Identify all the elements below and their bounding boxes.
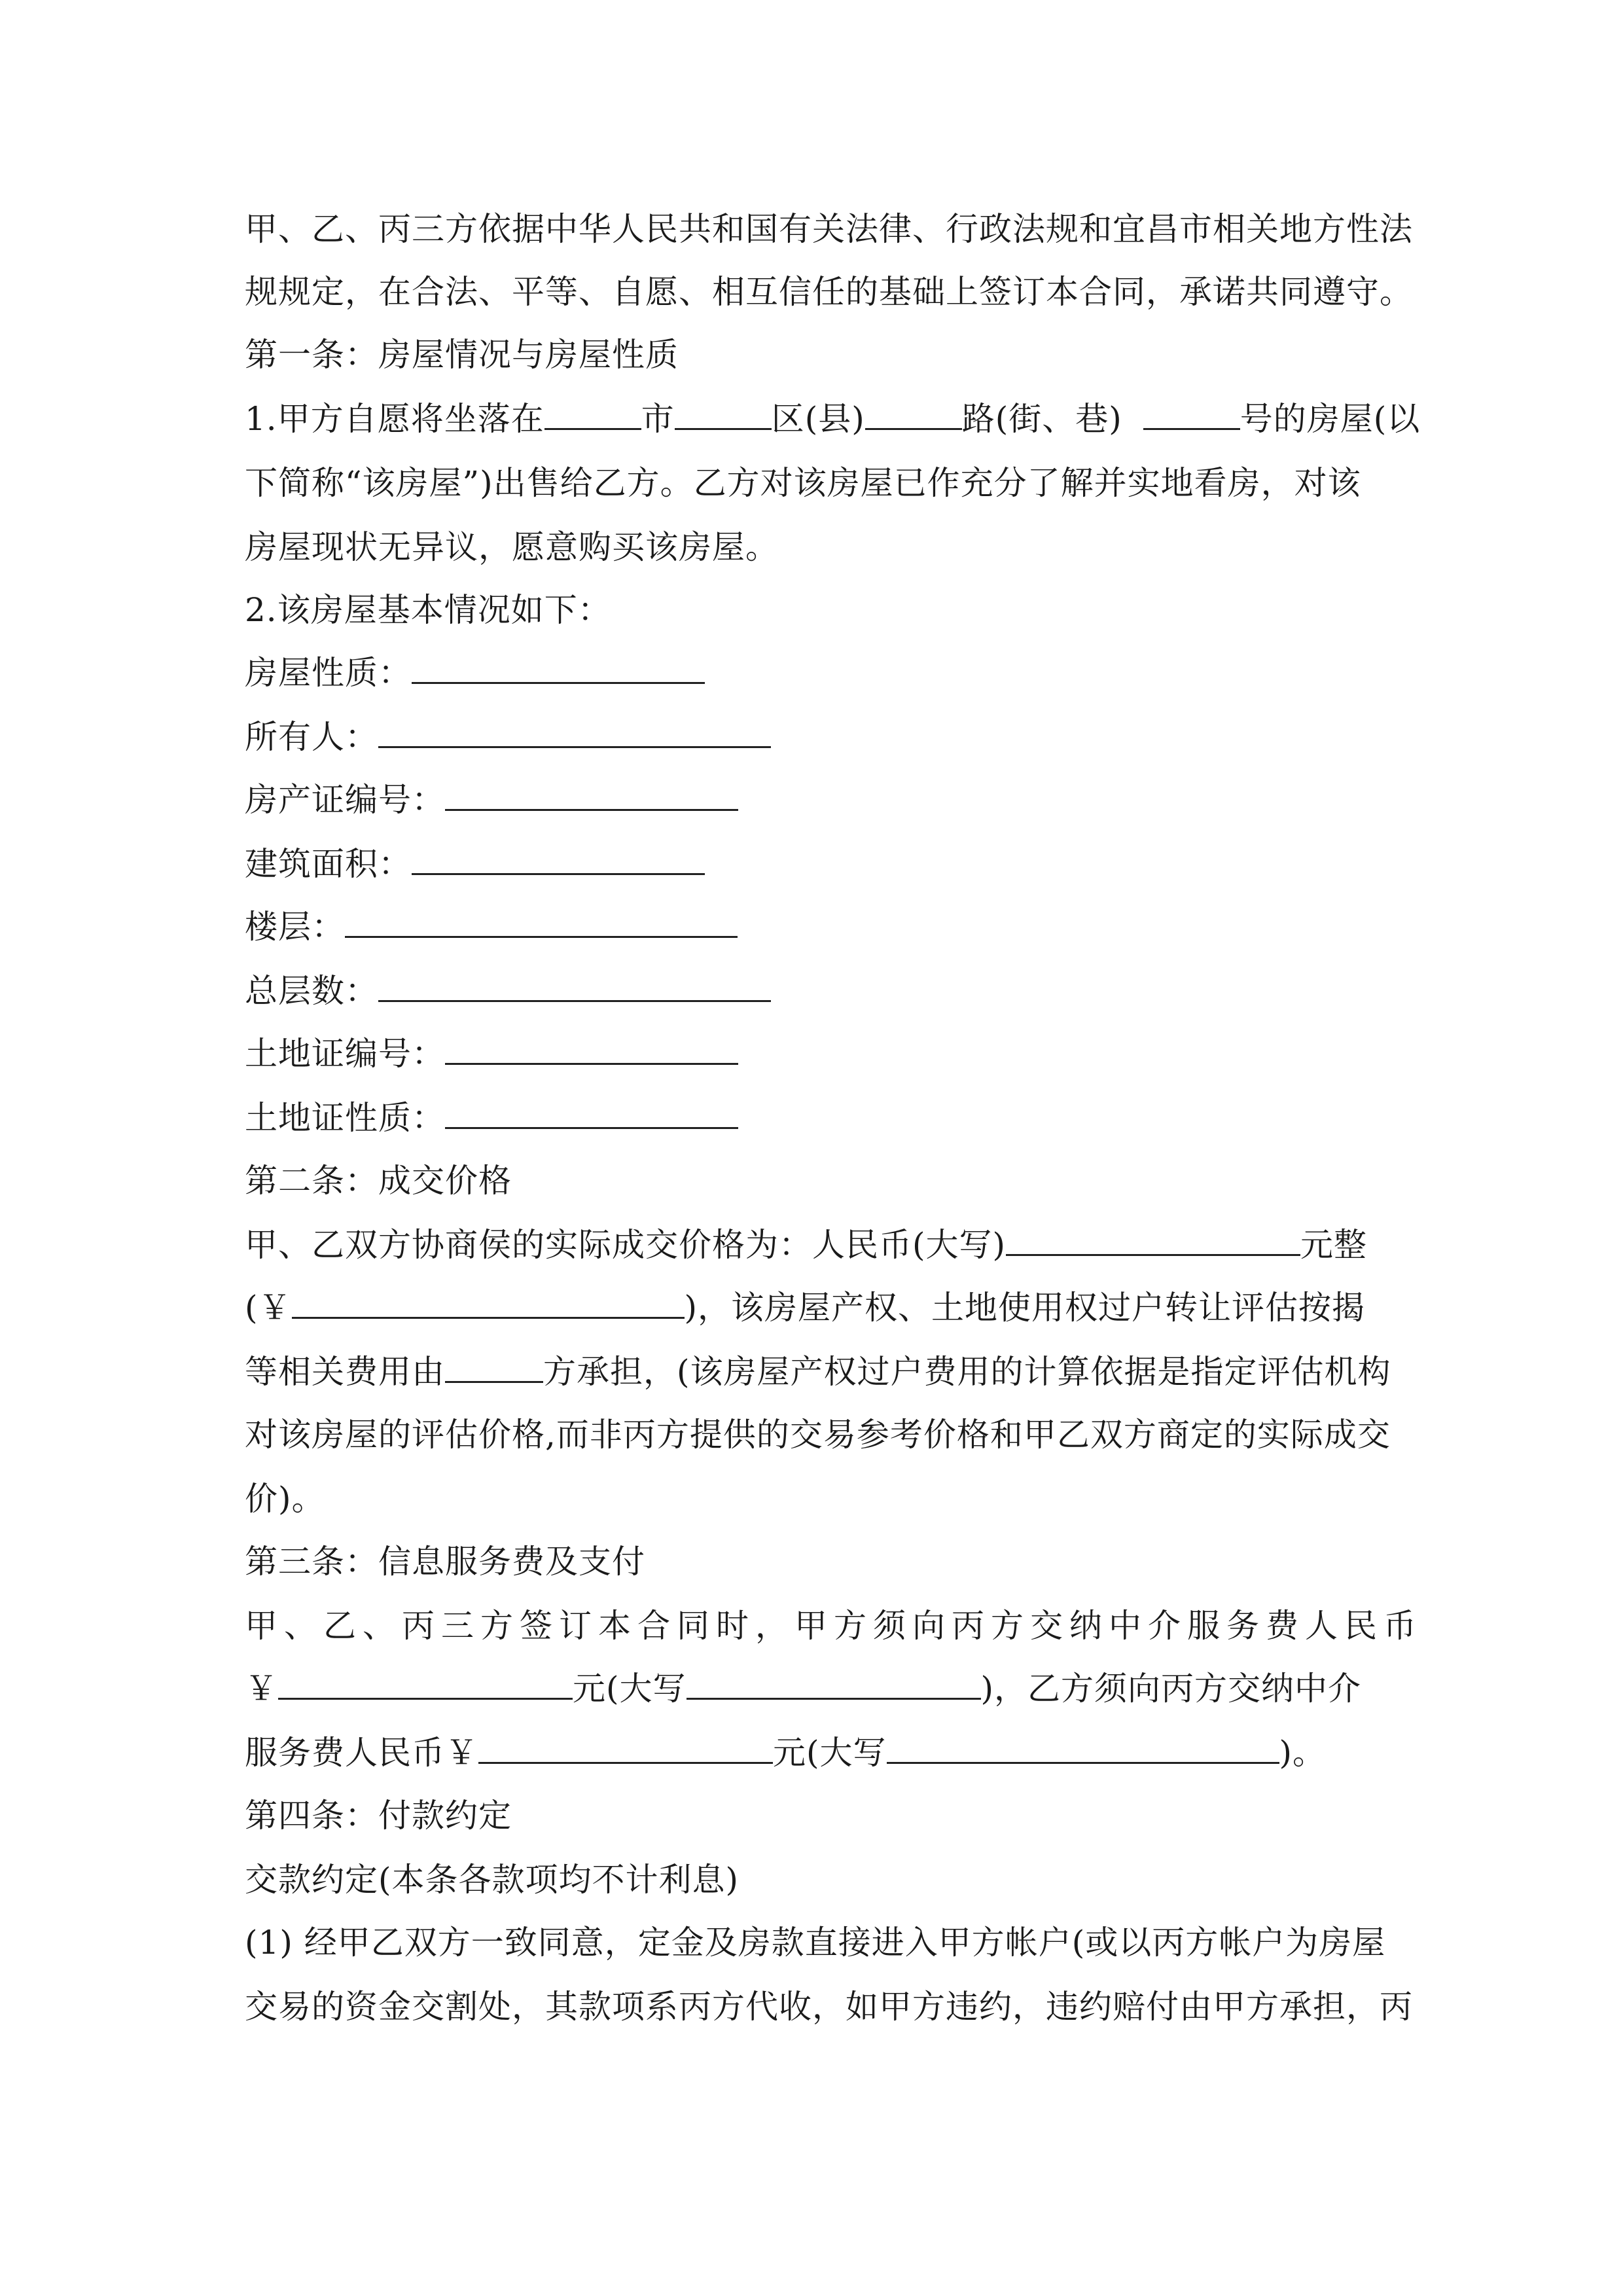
city-blank[interactable] <box>544 399 641 430</box>
area-label: 建筑面积： <box>245 845 412 883</box>
article-2-line-2-text: )，该房屋产权、土地使用权过户转让评估按揭 <box>684 1289 1366 1327</box>
owner-blank[interactable] <box>378 717 771 748</box>
seller-fee-blank[interactable] <box>278 1669 573 1700</box>
article-1-p1-line-3 <box>245 528 779 567</box>
field-land-cert-nature <box>245 1098 738 1138</box>
field-land-cert-no <box>245 1034 738 1073</box>
intro-line-1-text: 甲、乙、丙三方依据中华人民共和国有关法律、行政法规和宜昌市相关地方性法 <box>245 210 1413 248</box>
seller-fee-upper-label: 元(大写 <box>573 1670 687 1708</box>
article-2-line-5-text: 价)。 <box>245 1480 325 1518</box>
seller-fee-upper-blank[interactable] <box>687 1669 981 1700</box>
house-number-label: 号的房屋(以 <box>1240 400 1421 438</box>
article-4-p1-line-2-text: 交易的资金交割处，其款项系丙方代收，如甲方违约，违约赔付由甲方承担，丙 <box>245 1988 1413 2026</box>
field-cert-no <box>245 780 738 819</box>
owner-label: 所有人： <box>245 718 378 756</box>
price-number-prefix: (￥ <box>245 1289 292 1327</box>
article-4-p1-line-2 <box>245 1987 1413 2026</box>
article-3-line-3 <box>245 1733 1326 1772</box>
buyer-fee-upper-label: 元(大写 <box>773 1734 887 1772</box>
house-nature-blank[interactable] <box>412 653 705 684</box>
area-blank[interactable] <box>412 844 705 875</box>
cert-no-label: 房产证编号： <box>245 781 445 819</box>
field-floor <box>245 907 738 946</box>
article-1-p1-line-2-text: 下简称“该房屋”)出售给乙方。乙方对该房屋已作充分了解并实地看房，对该 <box>245 464 1361 502</box>
house-nature-label: 房屋性质： <box>245 654 412 692</box>
floor-blank[interactable] <box>345 907 738 938</box>
price-upper-blank[interactable] <box>1006 1225 1300 1256</box>
field-total-floors <box>245 971 771 1011</box>
road-label: 路(街、巷) <box>961 400 1122 438</box>
article-3-heading <box>245 1542 645 1581</box>
article-2-heading <box>245 1161 512 1200</box>
land-cert-nature-label: 土地证性质： <box>245 1099 445 1137</box>
city-label: 市 <box>641 400 675 438</box>
land-cert-no-label: 土地证编号： <box>245 1035 445 1073</box>
buyer-fee-label: 服务费人民币￥ <box>245 1734 478 1772</box>
article-3-heading-text: 第三条：信息服务费及支付 <box>245 1543 645 1581</box>
district-blank[interactable] <box>675 399 772 430</box>
article-2-line-1 <box>245 1225 1367 1265</box>
road-blank[interactable] <box>865 399 962 430</box>
intro-line-1 <box>245 209 1413 249</box>
field-house-nature <box>245 653 705 692</box>
article-1-p1-line-1 <box>245 399 1420 439</box>
article-2-heading-text: 第二条：成交价格 <box>245 1162 512 1200</box>
article-1-p2 <box>245 590 611 630</box>
floor-label: 楼层： <box>245 908 345 946</box>
article-1-p1-line-3-text: 房屋现状无异议，愿意购买该房屋。 <box>245 528 779 566</box>
article-2-line-4-text: 对该房屋的评估价格,而非丙方提供的交易参考价格和甲乙双方商定的实际成交 <box>245 1416 1391 1454</box>
article-2-line-3-text: 方承担，(该房屋产权过户费用的计算依据是指定评估机构 <box>543 1353 1391 1391</box>
article-1-p2-text: 2.该房屋基本情况如下： <box>245 591 611 629</box>
article-4-sub-text: 交款约定(本条各款项均不计利息) <box>245 1861 740 1899</box>
article-1-heading <box>245 335 679 374</box>
price-number-blank[interactable] <box>292 1288 685 1319</box>
seller-fee-prefix: ￥ <box>245 1670 278 1708</box>
cert-no-blank[interactable] <box>445 780 738 811</box>
article-1-heading-text: 第一条：房屋情况与房屋性质 <box>245 336 679 374</box>
article-3-line-3-text: )。 <box>1279 1734 1327 1772</box>
article-3-line-1 <box>245 1606 1423 1645</box>
article-4-heading <box>245 1796 512 1835</box>
intro-line-2 <box>245 272 1413 312</box>
article-2-line-2 <box>245 1288 1365 1327</box>
article-2-line-4 <box>245 1415 1391 1454</box>
price-unit-label: 元整 <box>1300 1226 1368 1264</box>
fee-bearer-label: 等相关费用由 <box>245 1353 445 1391</box>
article-3-line-2-text: )，乙方须向丙方交纳中介 <box>980 1670 1362 1708</box>
article-4-p1-line-1-text: (1) 经甲乙双方一致同意，定金及房款直接进入甲方帐户(或以丙方帐户为房屋 <box>245 1924 1386 1962</box>
article-4-heading-text: 第四条：付款约定 <box>245 1797 512 1835</box>
article-1-p1-line-2 <box>245 463 1361 503</box>
buyer-fee-blank[interactable] <box>478 1733 773 1764</box>
article-4-sub <box>245 1860 739 1899</box>
field-area <box>245 844 705 884</box>
district-label: 区(县) <box>771 400 865 438</box>
article-3-line-2 <box>245 1669 1361 1708</box>
article-2-line-3 <box>245 1352 1391 1391</box>
location-prefix: 1.甲方自愿将坐落在 <box>245 400 544 438</box>
article-4-p1-line-1 <box>245 1923 1385 1962</box>
field-owner <box>245 717 771 757</box>
article-3-line-1-text: 甲、乙、丙三方签订本合同时，甲方须向丙方交纳中介服务费人民币 <box>245 1607 1423 1645</box>
buyer-fee-upper-blank[interactable] <box>887 1733 1279 1764</box>
land-cert-nature-blank[interactable] <box>445 1098 738 1129</box>
intro-line-2-text: 规规定，在合法、平等、自愿、相互信任的基础上签订本合同，承诺共同遵守。 <box>245 273 1413 311</box>
total-floors-blank[interactable] <box>378 971 771 1002</box>
land-cert-no-blank[interactable] <box>445 1034 738 1065</box>
article-2-line-5 <box>245 1479 325 1518</box>
total-floors-label: 总层数： <box>245 972 378 1010</box>
house-number-blank[interactable] <box>1143 399 1240 430</box>
fee-bearer-blank[interactable] <box>445 1352 543 1383</box>
price-upper-label: 甲、乙双方协商侯的实际成交价格为：人民币(大写) <box>245 1226 1007 1264</box>
